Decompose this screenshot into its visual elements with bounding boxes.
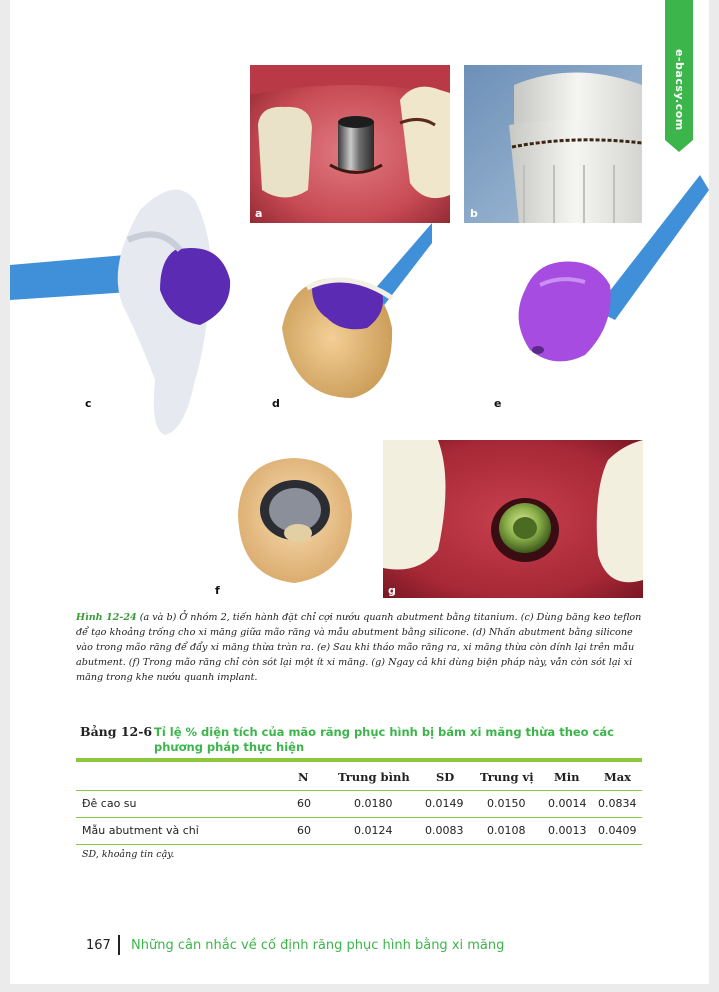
page: [10, 0, 709, 984]
cell-mean: 0.0180: [354, 797, 393, 810]
cell-n: 60: [297, 824, 311, 837]
table-bottom-rule: [76, 844, 642, 845]
side-tab-tip: [665, 140, 693, 152]
caption-label: Hình 12-24: [76, 612, 137, 623]
photo-f: [230, 455, 358, 587]
header-n: N: [298, 770, 309, 784]
figure-caption: [76, 610, 652, 685]
cell-n: 60: [297, 797, 311, 810]
cell-method: Mẫu abutment và chỉ: [82, 824, 199, 837]
header-mean: Trung bình: [338, 770, 410, 784]
table-caption: Tỉ lệ % diện tích của mão răng phục hình bị bám xi măng thừa theo các phương pháp thực hiện: [154, 725, 614, 754]
panel-label-f: f: [215, 584, 220, 597]
cell-min: 0.0014: [548, 797, 587, 810]
table-note: SD, khoảng tin cậy.: [82, 849, 175, 860]
cell-sd: 0.0083: [425, 824, 464, 837]
table-number: Bảng 12-6: [80, 724, 153, 739]
header-min: Min: [554, 770, 580, 784]
panel-label-g: g: [388, 584, 396, 597]
side-tab-text: e-bacsy.com: [673, 49, 686, 131]
photo-c: [10, 180, 250, 440]
page-number: 167: [86, 938, 111, 953]
running-footer-title: Những cân nhắc về cố định răng phục hình bằng xi măng: [131, 938, 505, 953]
photo-g: [383, 440, 643, 598]
header-max: Max: [604, 770, 632, 784]
cell-method: Đê cao su: [82, 797, 137, 810]
table-row: [76, 818, 642, 844]
panel-label-c: c: [85, 397, 92, 410]
header-sd: SD: [436, 770, 455, 784]
photo-a: [250, 65, 450, 223]
cell-mean: 0.0124: [354, 824, 393, 837]
cell-min: 0.0013: [548, 824, 587, 837]
cell-sd: 0.0149: [425, 797, 464, 810]
photo-e: [500, 170, 709, 405]
cell-median: 0.0150: [487, 797, 526, 810]
cell-max: 0.0834: [598, 797, 637, 810]
table-top-rule: [76, 758, 642, 762]
cell-max: 0.0409: [598, 824, 637, 837]
table-row: [76, 791, 642, 817]
photo-d: [272, 218, 432, 403]
panel-label-a: a: [255, 207, 263, 220]
header-median: Trung vị: [480, 770, 534, 784]
caption-text: (a và b) Ở nhóm 2, tiến hành đặt chỉ cợi nướu quanh abutment bằng titanium. (c) Dùng băng keo teflon để tạo khoảng trống cho xi măng giữa mão răng và mẫu abutment bằng silicone. (d) Nhấn abutment bằng silicone vào trong mão răng để đẩy xi măng thừa tràn ra. (e) Sau khi tháo mão răng ra, xi măng thừa còn dính lại trên mẫu abutment. (f) Trong mão răng chỉ còn sót lại một ít xi măng. (g) Ngay cả khi dùng biện pháp này, vẫn còn sót lại xi măng trong khe nướu quanh implant.: [76, 612, 642, 683]
table-header-row: [76, 764, 642, 790]
panel-label-b: b: [470, 207, 478, 220]
panel-label-e: e: [494, 397, 502, 410]
cell-median: 0.0108: [487, 824, 526, 837]
footer-divider: [118, 935, 120, 955]
panel-label-d: d: [272, 397, 280, 410]
